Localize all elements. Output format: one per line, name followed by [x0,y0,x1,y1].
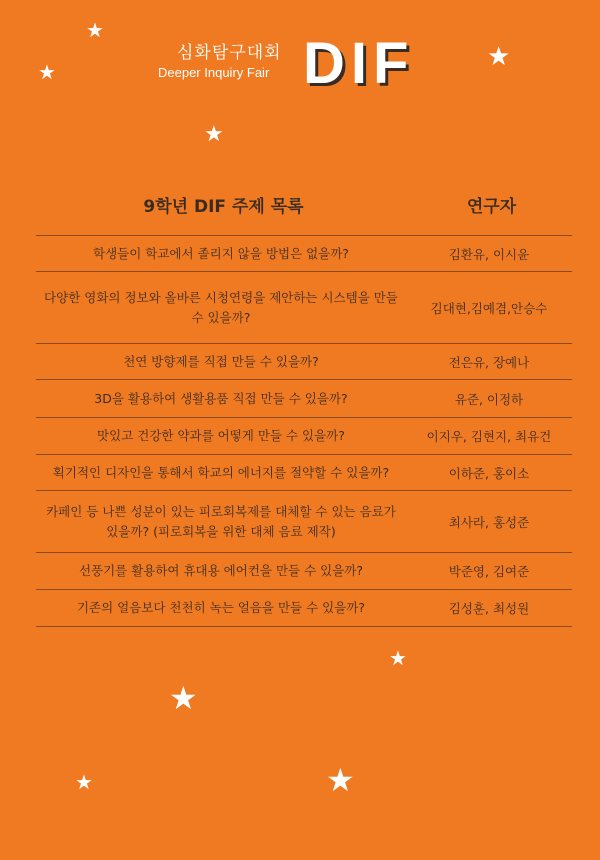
topic-title: 선풍기를 활용하여 휴대용 에어컨을 만들 수 있을까? [78,563,363,579]
table-row [36,380,572,418]
star-icon: ★ [204,122,224,147]
star-icon: ★ [169,679,198,717]
topic-title: 카페인 등 나쁜 성분이 있는 피로회복제를 대체할 수 있는 음료가 있을까? (피로회복을 위한 대체 음료 제작) [46,504,396,539]
topic-title: 학생들이 학교에서 졸리지 않을 방법은 없을까? [93,245,349,261]
table-row [36,455,572,491]
topic-authors: 최사라, 홍성준 [448,514,530,530]
topic-authors: 전은유, 장예나 [448,354,530,370]
table-row [36,272,572,344]
topic-authors: 김성훈, 최성원 [448,601,530,616]
star-icon: ★ [38,60,56,84]
dif-logo [155,28,435,108]
table-row [36,236,572,272]
topic-authors: 박준영, 김여준 [448,564,530,579]
table-row [36,553,572,590]
logo-abbreviation: DIF [303,31,415,96]
star-icon: ★ [487,42,511,72]
topic-title: 3D을 활용하여 생활용품 직접 만들 수 있을까? [94,390,348,406]
topic-authors: 이지우, 김현지, 최유건 [426,429,552,444]
star-icon: ★ [326,761,355,799]
topic-authors: 유준, 이정하 [454,391,524,407]
star-icon: ★ [75,770,93,794]
topic-authors: 김대현,김예겸,안승수 [430,300,548,316]
table-row [36,344,572,380]
table-row [36,491,572,553]
logo-korean-title: 심화탐구대회 [177,43,282,63]
author-column-header: 연구자 [466,197,517,217]
table-header [36,192,572,222]
topic-title: 획기적인 디자인을 통해서 학교의 에너지를 절약할 수 있을까? [52,464,390,480]
logo-english-title: Deeper Inquiry Fair [158,65,270,80]
topic-authors: 김환유, 이시윤 [448,246,530,262]
star-icon: ★ [389,646,407,670]
topic-title: 다양한 영화의 정보와 올바른 시청연령을 제안하는 시스템을 만들 수 있을까? [44,290,398,325]
topic-column-header: 9학년 DIF 주제 목록 [143,197,304,217]
topic-title: 맛있고 건강한 약과를 어떻게 만들 수 있을까? [97,428,345,444]
topic-table [36,235,572,627]
topic-authors: 이하준, 홍이소 [448,465,530,481]
table-row [36,590,572,627]
star-icon: ★ [86,18,104,42]
table-row [36,418,572,455]
topic-title: 기존의 얼음보다 천천히 녹는 얼음을 만들 수 있을까? [76,600,365,616]
topic-title: 천연 방향제를 직접 만들 수 있을까? [123,353,319,369]
